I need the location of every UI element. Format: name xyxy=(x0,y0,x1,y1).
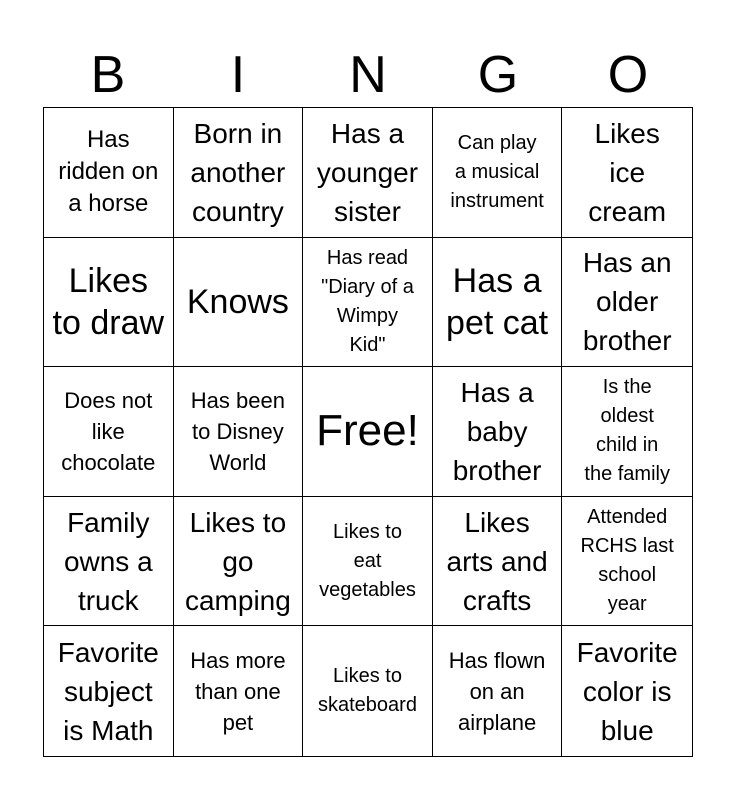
free-space[interactable]: Free! xyxy=(303,367,433,497)
bingo-header xyxy=(43,44,693,106)
bingo-cell[interactable]: Has a pet cat xyxy=(433,238,563,368)
bingo-cell[interactable]: Has flown on an airplane xyxy=(433,626,563,756)
header-letter-n: N xyxy=(349,46,387,104)
header-letter-b: B xyxy=(90,46,126,104)
bingo-cell[interactable]: Favorite subject is Math xyxy=(44,626,174,756)
bingo-cell[interactable]: Has more than one pet xyxy=(174,626,304,756)
bingo-cell[interactable]: Likes to go camping xyxy=(174,497,304,627)
bingo-cell[interactable]: Likes ice cream xyxy=(562,108,692,238)
bingo-cell[interactable]: Has ridden on a horse xyxy=(44,108,174,238)
header-letter-i: I xyxy=(230,46,246,104)
bingo-cell[interactable]: Born in another country xyxy=(174,108,304,238)
bingo-cell[interactable]: Has been to Disney World xyxy=(174,367,304,497)
bingo-cell[interactable]: Knows xyxy=(174,238,304,368)
bingo-cell[interactable]: Does not like chocolate xyxy=(44,367,174,497)
bingo-cell[interactable]: Attended RCHS last school year xyxy=(562,497,692,627)
bingo-cell[interactable]: Likes to skateboard xyxy=(303,626,433,756)
header-letter-o: O xyxy=(607,46,649,104)
bingo-cell[interactable]: Has a baby brother xyxy=(433,367,563,497)
bingo-cell[interactable]: Can play a musical instrument xyxy=(433,108,563,238)
bingo-cell[interactable]: Has an older brother xyxy=(562,238,692,368)
bingo-cell[interactable]: Likes to draw xyxy=(44,238,174,368)
bingo-cell[interactable]: Has a younger sister xyxy=(303,108,433,238)
bingo-board xyxy=(43,107,693,757)
bingo-cell[interactable]: Likes to eat vegetables xyxy=(303,497,433,627)
header-letter-g: G xyxy=(477,46,519,104)
bingo-cell[interactable]: Has read "Diary of a Wimpy Kid" xyxy=(303,238,433,368)
bingo-cell[interactable]: Is the oldest child in the family xyxy=(562,367,692,497)
bingo-cell[interactable]: Likes arts and crafts xyxy=(433,497,563,627)
bingo-cell[interactable]: Favorite color is blue xyxy=(576,636,678,746)
bingo-cell[interactable]: Family owns a truck xyxy=(44,497,174,627)
